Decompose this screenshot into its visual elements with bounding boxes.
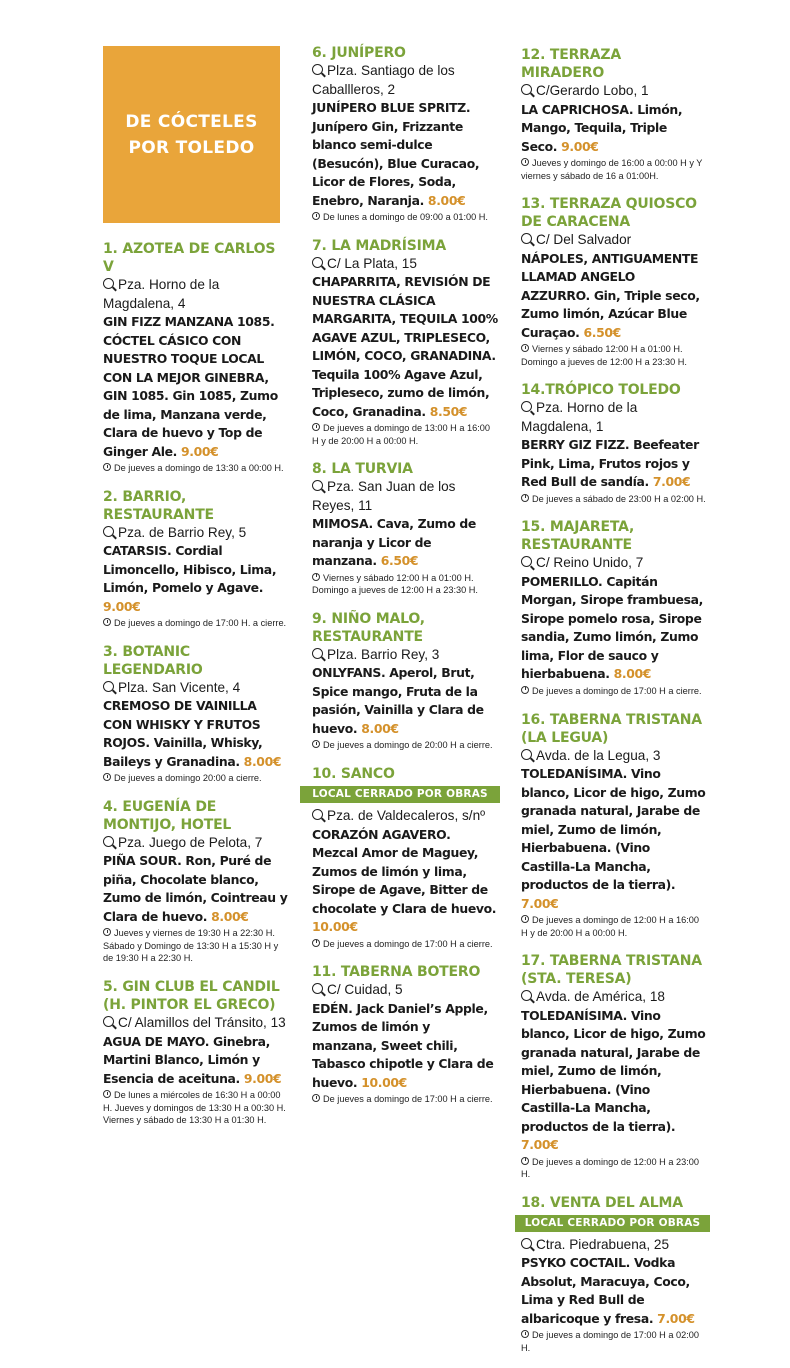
opening-hours xyxy=(521,493,707,506)
hours-text: De jueves a sábado de 23:00 H a 02:00 H. xyxy=(532,493,706,504)
clock-icon xyxy=(103,618,111,626)
title-line-1: DE CÓCTELES xyxy=(125,111,258,132)
cocktail-description xyxy=(103,542,289,616)
address-text: C/ Reino Unido, 7 xyxy=(536,555,644,571)
venue-title: 1. AZOTEA DE CARLOS V xyxy=(103,241,276,275)
clock-icon xyxy=(521,1330,529,1338)
description-text: TOLEDANÍSIMA. Vino blanco, Licor de higo, Zumo granada natural, Jarabe de miel, Zumo de limón, Hierbabuena. (Vino Castilla-La Mancha, productos de la tierra). xyxy=(521,766,706,893)
opening-hours xyxy=(312,572,498,597)
venue-address xyxy=(103,834,289,853)
cocktail-description xyxy=(521,765,707,913)
price: 7.00€ xyxy=(521,1137,559,1153)
venue-title: 18. VENTA DEL ALMA xyxy=(521,1194,683,1211)
address-text: C/ Cuidad, 5 xyxy=(327,982,403,998)
price: 8.50€ xyxy=(429,403,468,419)
description-text: BERRY GIZ FIZZ. Beefeater Pink, Lima, Frutos rojos y Red Bull de sandía. xyxy=(521,437,699,490)
description-text: CATARSIS. Cordial Limoncello, Hibisco, Lima, Limón, Pomelo y Agave. xyxy=(103,543,277,596)
venue-address xyxy=(521,82,707,101)
price: 7.00€ xyxy=(652,474,691,490)
description-text: POMERILLO. Capitán Morgan, Sirope frambuesa, Sirope pomelo rosa, Sirope sandia, Zumo limón, Zumo lima, Flor de sauco y hierbabuena. xyxy=(521,573,703,682)
hours-text: De jueves a domingo de 12:00 H a 16:00 H y de 20:00 H a 00:00 H. xyxy=(521,915,700,938)
address-text: Pza. San Juan de los Reyes, 11 xyxy=(312,479,456,513)
clock-icon xyxy=(521,158,529,166)
opening-hours xyxy=(521,157,707,182)
venue-title: 4. EUGENÍA DE MONTIJO, HOTEL xyxy=(103,798,232,833)
search-icon xyxy=(521,401,532,412)
clock-icon xyxy=(103,773,111,781)
price: 9.00€ xyxy=(103,598,141,614)
venue-title: 16. TABERNA TRISTANA (LA LEGUA) xyxy=(521,711,702,746)
cocktail-description xyxy=(521,250,707,343)
cocktail-description xyxy=(312,515,498,571)
hours-text: Jueves y domingo de 16:00 a 00:00 H y Y viernes y sábado de 16 a 01:00H. xyxy=(521,158,703,181)
opening-hours xyxy=(312,938,498,951)
venue-address xyxy=(521,747,707,766)
hours-text: De jueves a domingo de 13:30 a 00:00 H. xyxy=(114,463,284,473)
opening-hours xyxy=(103,1089,289,1127)
address-text: Pza. de Valdecaleros, s/nº xyxy=(327,808,486,824)
clock-icon xyxy=(521,344,529,352)
address-text: Plza. Barrio Rey, 3 xyxy=(327,646,440,662)
address-text: Plza. San Vicente, 4 xyxy=(118,679,241,695)
address-text: Avda. de la Legua, 3 xyxy=(536,747,661,763)
venue-entry xyxy=(103,240,289,475)
cocktail-description xyxy=(103,697,289,771)
hours-text: De lunes a domingo de 09:00 a 01:00 H. xyxy=(323,212,488,222)
hours-text: Viernes y sábado 12:00 H a 01:00 H. Domingo a jueves de 12:00 H a 23:30 H. xyxy=(521,344,687,367)
description-text: EDÉN. Jack Daniel’s Apple, Zumos de limón y manzana, Sweet chili, Tabasco chipotle y Clara de huevo. xyxy=(312,1000,494,1090)
page-title xyxy=(125,109,257,161)
venue-address xyxy=(103,1014,289,1033)
venue-title: 14.TRÓPICO TOLEDO xyxy=(521,382,681,399)
venue-title: 5. GIN CLUB EL CANDIL (H. PINTOR EL GRECO) xyxy=(103,979,280,1014)
venue-address xyxy=(312,478,498,515)
venue-title: 17. TABERNA TRISTANA (STA. TERESA) xyxy=(521,953,702,988)
description-text: NÁPOLES, ANTIGUAMENTE LLAMAD ANGELO AZZURRO. Gin, Triple seco, Zumo limón, Azúcar Blue Curaçao. xyxy=(521,250,700,340)
search-icon xyxy=(103,526,114,537)
hours-text: De jueves a domingo de 20:00 H a cierre. xyxy=(323,740,493,751)
opening-hours xyxy=(312,1093,498,1106)
search-icon xyxy=(312,648,323,659)
search-icon xyxy=(521,990,532,1001)
cocktail-description xyxy=(521,573,707,684)
description-text: LA CAPRICHOSA. Limón, Mango, Tequila, Triple Seco. xyxy=(521,101,683,154)
venue-title: 2. BARRIO, RESTAURANTE xyxy=(103,488,214,523)
venue-entry xyxy=(312,44,498,224)
price: 8.00€ xyxy=(427,192,466,208)
cocktail-description xyxy=(103,313,289,461)
opening-hours xyxy=(103,927,289,965)
description-text: AGUA DE MAYO. Ginebra, Martini Blanco, Limón y Esencia de aceituna. xyxy=(103,1033,270,1086)
search-icon xyxy=(312,809,323,820)
venue-title: 10. SANCO xyxy=(312,766,395,783)
price: 6.50€ xyxy=(583,324,621,340)
address-text: Pza. Horno de la Magdalena, 4 xyxy=(103,277,220,311)
column-1 xyxy=(103,240,289,1140)
venue-address xyxy=(103,524,289,543)
price: 9.00€ xyxy=(561,138,599,154)
clock-icon xyxy=(312,1094,320,1102)
address-text: C/ Del Salvador xyxy=(536,232,632,248)
venue-entry xyxy=(521,195,707,368)
venue-entry xyxy=(103,643,289,785)
cocktail-description xyxy=(103,852,289,926)
clock-icon xyxy=(521,686,529,694)
venue-entry xyxy=(312,237,498,448)
price: 8.00€ xyxy=(613,666,652,682)
closed-banner: LOCAL CERRADO POR OBRAS xyxy=(515,1215,710,1232)
price: 7.00€ xyxy=(657,1310,695,1326)
opening-hours xyxy=(103,617,289,630)
address-text: C/Gerardo Lobo, 1 xyxy=(536,83,649,98)
address-text: Plza. Santiago de los Caballleros, 2 xyxy=(312,63,455,97)
clock-icon xyxy=(312,212,320,220)
title-line-2: POR TOLEDO xyxy=(128,137,255,158)
address-text: Pza. Juego de Pelota, 7 xyxy=(118,834,263,850)
column-2 xyxy=(312,44,498,1119)
venue-title: 8. LA TURVIA xyxy=(312,461,413,478)
venue-address xyxy=(521,988,707,1007)
opening-hours xyxy=(103,772,289,785)
venue-entry xyxy=(521,381,707,505)
venue-entry xyxy=(312,963,498,1106)
venue-address xyxy=(103,679,289,698)
cocktail-description xyxy=(312,1000,498,1093)
opening-hours xyxy=(312,211,498,224)
venue-entry xyxy=(312,610,498,752)
clock-icon xyxy=(312,423,320,431)
venue-entry xyxy=(103,798,289,965)
search-icon xyxy=(312,480,323,491)
venue-address xyxy=(521,1236,707,1255)
cocktail-description xyxy=(312,273,498,421)
venue-entry xyxy=(521,46,707,182)
venue-address xyxy=(312,807,498,826)
clock-icon xyxy=(521,915,529,923)
venue-title: 7. LA MADRÍSIMA xyxy=(312,237,446,254)
opening-hours xyxy=(103,462,289,475)
clock-icon xyxy=(103,928,111,936)
header-box xyxy=(103,46,280,223)
hours-text: De lunes a miércoles de 16:30 H a 00:00 H. Jueves y domingos de 13:30 H a 00:30 H. Viernes y sábado de 13:30 H a 01:30 H. xyxy=(103,1090,286,1126)
description-text: MIMOSA. Cava, Zumo de naranja y Licor de manzana. xyxy=(312,516,476,569)
cocktail-description xyxy=(521,436,707,492)
cocktail-description xyxy=(103,1033,289,1089)
search-icon xyxy=(103,836,114,847)
clock-icon xyxy=(312,939,320,947)
cocktail-description xyxy=(312,99,498,210)
search-icon xyxy=(103,1016,114,1027)
description-text: PIÑA SOUR. Ron, Puré de piña, Chocolate blanco, Zumo de limón, Cointreau y Clara de huevo. xyxy=(103,853,288,924)
clock-icon xyxy=(312,740,320,748)
price: 9.00€ xyxy=(181,443,219,459)
cocktail-description xyxy=(521,101,707,157)
search-icon xyxy=(521,233,532,244)
venue-address xyxy=(521,231,707,250)
search-icon xyxy=(312,257,323,268)
venue-entry xyxy=(103,488,289,630)
description-text: PSYKO COCTAIL. Vodka Absolut, Maracuya, Coco, Lima y Red Bull de albaricoque y fresa. xyxy=(521,1255,690,1326)
venue-entry xyxy=(103,978,289,1127)
price: 7.00€ xyxy=(521,895,559,911)
hours-text: De jueves a domingo 20:00 a cierre. xyxy=(114,773,262,784)
venue-title: 9. NIÑO MALO, RESTAURANTE xyxy=(312,610,425,645)
venue-address xyxy=(312,255,498,274)
venue-entry xyxy=(521,518,707,697)
search-icon xyxy=(312,64,323,75)
hours-text: De jueves a domingo de 17:00 H a cierre. xyxy=(323,1094,493,1105)
search-icon xyxy=(103,681,114,692)
description-text: JUNÍPERO BLUE SPRITZ. Junípero Gin, Frizzante blanco semi-dulce (Besucón), Blue Curacao, Licor de Flores, Soda, Enebro, Naranja. xyxy=(312,100,480,208)
venue-entry xyxy=(312,765,498,950)
search-icon xyxy=(312,983,323,994)
opening-hours xyxy=(312,739,498,752)
address-text: Ctra. Piedrabuena, 25 xyxy=(536,1236,670,1252)
description-text: TOLEDANÍSIMA. Vino blanco, Licor de higo, Zumo granada natural, Jarabe de miel, Zumo de limón, Hierbabuena. (Vino Castilla-La Mancha, productos de la tierra). xyxy=(521,1007,706,1134)
cocktail-description xyxy=(521,1254,707,1328)
hours-text: De jueves a domingo de 17:00 H. a cierre. xyxy=(114,618,287,629)
venue-title: 13. TERRAZA QUIOSCO DE CARACENA xyxy=(521,196,697,231)
opening-hours xyxy=(521,343,707,368)
venue-address xyxy=(521,554,707,573)
venue-address xyxy=(312,646,498,665)
search-icon xyxy=(103,278,114,289)
venue-entry xyxy=(521,711,707,940)
venue-entry xyxy=(521,1194,707,1355)
cocktail-description xyxy=(521,1007,707,1155)
venue-address xyxy=(312,62,498,99)
address-text: C/ Alamillos del Tránsito, 13 xyxy=(118,1015,286,1031)
hours-text: De jueves a domingo de 17:00 H a cierre. xyxy=(532,685,702,696)
venue-entry xyxy=(521,952,707,1181)
venue-title: 6. JUNÍPERO xyxy=(312,45,406,61)
address-text: Pza. Horno de la Magdalena, 1 xyxy=(521,400,638,434)
hours-text: De jueves a domingo de 17:00 H a cierre. xyxy=(323,938,493,949)
clock-icon xyxy=(521,494,529,502)
search-icon xyxy=(521,749,532,760)
venue-address xyxy=(521,399,707,436)
hours-text: Viernes y sábado 12:00 H a 01:00 H. Domingo a jueves de 12:00 H a 23:30 H. xyxy=(312,572,478,596)
column-3 xyxy=(521,46,707,1368)
opening-hours xyxy=(521,685,707,698)
cocktail-description xyxy=(312,664,498,738)
venue-address xyxy=(103,276,289,313)
price: 6.50€ xyxy=(380,553,419,569)
price: 8.00€ xyxy=(211,908,249,924)
price: 8.00€ xyxy=(243,753,282,769)
address-text: Pza. de Barrio Rey, 5 xyxy=(118,524,247,540)
address-text: Avda. de América, 18 xyxy=(536,989,665,1005)
search-icon xyxy=(521,556,532,567)
hours-text: De jueves a domingo de 17:00 H a 02:00 H. xyxy=(521,1330,700,1354)
price: 10.00€ xyxy=(361,1074,407,1090)
search-icon xyxy=(521,1238,532,1249)
description-text: ONLYFANS. Aperol, Brut, Spice mango, Fruta de la pasión, Vainilla y Clara de huevo. xyxy=(312,665,484,736)
venue-title: 3. BOTANIC LEGENDARIO xyxy=(103,643,203,678)
address-text: C/ La Plata, 15 xyxy=(327,255,417,271)
price: 10.00€ xyxy=(312,919,358,935)
price: 8.00€ xyxy=(361,720,399,736)
clock-icon xyxy=(103,1090,111,1098)
venue-entry xyxy=(312,460,498,597)
description-text: CHAPARRITA, REVISIÓN DE NUESTRA CLÁSICA MARGARITA, TEQUILA 100% AGAVE AZUL, TRIPLESECO, LIMÓN, COCO, GRANADINA. Tequila 100% Agave Azul, Tripleseco, zumo de limón, Coco, Granadina. xyxy=(312,274,498,419)
venue-address xyxy=(312,981,498,1000)
hours-text: Jueves y viernes de 19:30 H a 22:30 H. Sábado y Domingo de 13:30 H a 15:30 H y de 19:30 H a 22:30 H. xyxy=(103,928,279,964)
venue-title: 15. MAJARETA, RESTAURANTE xyxy=(521,519,635,554)
opening-hours xyxy=(521,1156,707,1181)
search-icon xyxy=(521,84,532,95)
clock-icon xyxy=(521,1157,529,1165)
clock-icon xyxy=(312,573,320,581)
hours-text: De jueves a domingo de 13:00 H a 16:00 H y de 20:00 H a 00:00 H. xyxy=(312,423,491,446)
clock-icon xyxy=(103,463,111,471)
price: 9.00€ xyxy=(243,1070,282,1086)
venue-title: 12. TERRAZA MIRADERO xyxy=(521,47,621,81)
cocktail-description xyxy=(312,826,498,937)
hours-text: De jueves a domingo de 12:00 H a 23:00 H. xyxy=(521,1156,700,1180)
opening-hours xyxy=(521,1329,707,1354)
opening-hours xyxy=(312,422,498,447)
description-text: CORAZÓN AGAVERO. Mezcal Amor de Maguey, Zumos de limón y lima, Sirope de Agave, Bitter de chocolate y Clara de huevo. xyxy=(312,826,497,916)
venue-title: 11. TABERNA BOTERO xyxy=(312,964,481,981)
closed-banner: LOCAL CERRADO POR OBRAS xyxy=(300,786,500,803)
description-text: GIN FIZZ MANZANA 1085. CÓCTEL CÁSICO CON NUESTRO TOQUE LOCAL CON LA MEJOR GINEBRA, GIN 1085. Gin 1085, Zumo de lima, Manzana verde, Clara de huevo y Top de Ginger Ale. xyxy=(103,314,278,459)
opening-hours xyxy=(521,914,707,939)
description-text: CREMOSO DE VAINILLA CON WHISKY Y FRUTOS ROJOS. Vainilla, Whisky, Baileys y Granadina. xyxy=(103,698,263,769)
